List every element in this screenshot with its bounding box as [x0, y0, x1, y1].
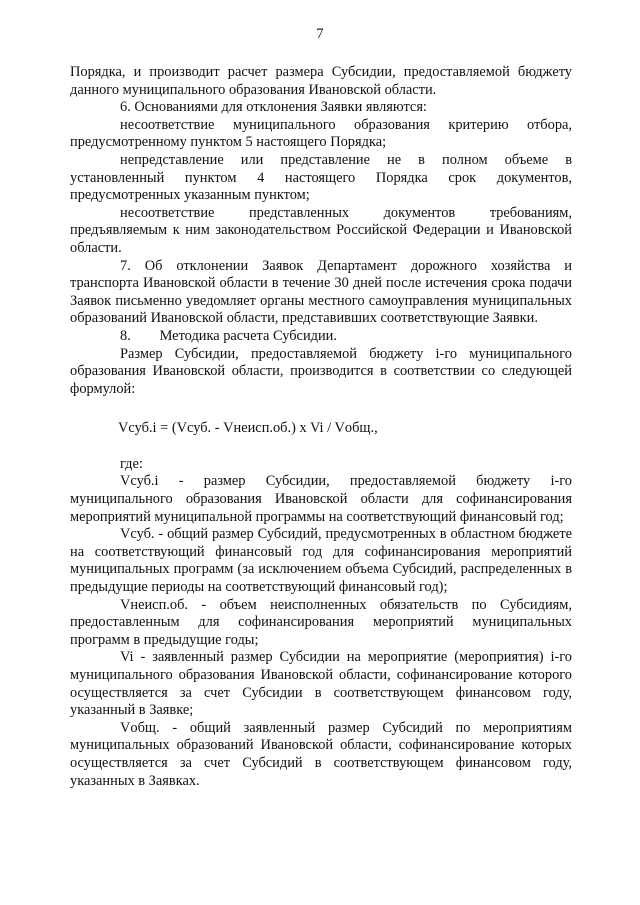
paragraph: непредставление или представление не в полном объеме в установленный пунктом 4 настоящего Порядка срок документов, предусмотренных указанным пунктом;	[70, 151, 572, 204]
document-body	[70, 64, 572, 790]
definition-item: Vсуб.i - размер Субсидии, предоставляемой бюджету i-го муниципального образования Ивановской области для софинансирования мероприятий муниципальной программы на соответствующий финансовый год;	[70, 473, 572, 525]
formula: Vсуб.i = (Vсуб. - Vнеисп.об.) x Vi / Vобщ.,	[118, 420, 378, 437]
where-label: где:	[120, 455, 143, 472]
definition-item: Vсуб. - общий размер Субсидий, предусмотренных в областном бюджете на соответствующий финансовый год для софинансирования мероприятий муниципальных программ (за исключением объема Субсидий, распределенных в предыдущие периоды на соответствующий финансовый год);	[70, 526, 572, 596]
definition-item: Vi - заявленный размер Субсидии на мероприятие (мероприятия) i-го муниципального образования Ивановской области, софинансирование которого осуществляется за счет Субсидии в соответствующем финансовом году, указанный в Заявке;	[70, 649, 572, 719]
paragraph: 7. Об отклонении Заявок Департамент дорожного хозяйства и транспорта Ивановской области в течение 30 дней после истечения срока подачи Заявок письменно уведомляет органы местного самоуправления муниципальных образований Ивановской области, представивших соответствующие Заявки.	[70, 257, 572, 327]
definition-item: Vнеисп.об. - объем неисполненных обязательств по Субсидиям, предоставленным для софинансирования мероприятий муниципальных программ в предыдущие годы;	[70, 596, 572, 648]
paragraph: 6. Основаниями для отклонения Заявки являются:	[120, 99, 427, 116]
paragraph: Размер Субсидии, предоставляемой бюджету i-го муниципального образования Ивановской области, производится в соответствии со следующей формулой:	[70, 345, 572, 397]
paragraph: Порядка, и производит расчет размера Субсидии, предоставляемой бюджету данного муниципального образования Ивановской области.	[70, 64, 572, 98]
paragraph: несоответствие представленных документов требованиям, предъявляемым к ним законодательством Российской Федерации и Ивановской области.	[70, 204, 572, 256]
definition-item: Vобщ. - общий заявленный размер Субсидий по мероприятиям муниципальных образований Ивановской области, софинансирование которых осуществляется за счет Субсидий в соответствующем финансовом году, указанных в Заявках.	[70, 719, 572, 789]
section-heading: 8. Методика расчета Субсидии.	[120, 327, 337, 344]
page-number: 7	[316, 26, 324, 42]
paragraph: несоответствие муниципального образования критерию отбора, предусмотренному пунктом 5 настоящего Порядка;	[70, 116, 572, 151]
